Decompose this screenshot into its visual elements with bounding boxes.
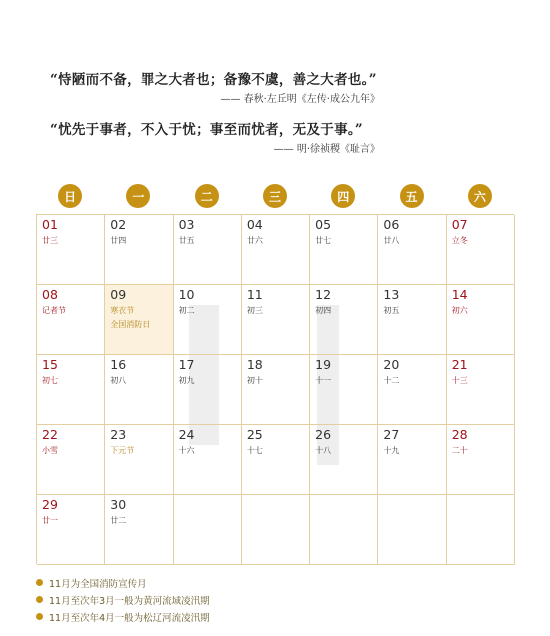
day-number: 13 [383, 287, 400, 302]
day-cell[interactable] [37, 285, 105, 355]
day-cell[interactable] [447, 215, 515, 285]
bullet-dot-icon [36, 596, 43, 603]
day-cell[interactable] [242, 215, 310, 285]
day-cell[interactable] [310, 285, 378, 355]
day-cell[interactable] [310, 425, 378, 495]
day-cell[interactable] [242, 425, 310, 495]
lunar-date: 十六 [178, 446, 195, 455]
day-number: 20 [383, 357, 400, 372]
weekday-4: 四 [331, 184, 355, 208]
day-number: 05 [315, 217, 332, 232]
day-number: 03 [178, 217, 195, 232]
day-number: 14 [451, 287, 468, 302]
day-number: 15 [42, 357, 58, 372]
lunar-date: 十七 [246, 446, 263, 455]
day-cell[interactable] [447, 495, 515, 565]
day-cell[interactable] [310, 355, 378, 425]
lunar-date: 初三 [246, 306, 263, 315]
lunar-date: 初十 [246, 376, 263, 385]
lunar-date: 初七 [42, 376, 58, 385]
note-text: 11月至次年4月一般为松辽河流凌汛期 [49, 612, 210, 624]
day-cell[interactable] [310, 495, 378, 565]
quote-source: —— 春秋·左丘明《左传·成公九年》 [220, 94, 380, 105]
day-number: 04 [246, 217, 263, 232]
lunar-date: 寒衣节 [110, 306, 135, 315]
day-number: 26 [315, 427, 332, 442]
lunar-date: 十九 [383, 446, 400, 455]
day-number: 18 [246, 357, 263, 372]
lunar-date: 初二 [178, 306, 195, 315]
day-number: 08 [42, 287, 58, 302]
lunar-date: 初九 [178, 376, 195, 385]
lunar-date: 记者节 [42, 306, 66, 315]
day-number: 28 [451, 427, 468, 442]
lunar-date: 初八 [110, 376, 127, 385]
day-number: 24 [178, 427, 195, 442]
day-number: 27 [383, 427, 400, 442]
day-cell[interactable] [105, 425, 173, 495]
note-text: 11月为全国消防宣传月 [49, 578, 147, 590]
day-cell[interactable] [447, 425, 515, 495]
lunar-date: 小雪 [42, 446, 58, 455]
lunar-date: 廿八 [383, 236, 400, 245]
day-cell[interactable] [378, 425, 446, 495]
weekday-6: 六 [468, 184, 492, 208]
lunar-date: 廿二 [110, 516, 127, 525]
day-cell[interactable] [447, 355, 515, 425]
day-cell[interactable] [37, 425, 105, 495]
day-cell[interactable] [37, 495, 105, 565]
day-cell[interactable] [242, 285, 310, 355]
quote-source: —— 明·徐祯稷《耻言》 [273, 144, 380, 155]
lunar-date: 初四 [315, 306, 332, 315]
note-item [36, 591, 210, 608]
weekday-0: 日 [58, 184, 82, 208]
weekday-2: 二 [195, 184, 219, 208]
day-number: 25 [246, 427, 263, 442]
day-cell[interactable] [242, 355, 310, 425]
day-cell[interactable] [37, 355, 105, 425]
day-cell[interactable] [105, 285, 173, 355]
quote-1 [50, 68, 380, 105]
day-number: 29 [42, 497, 58, 512]
day-cell[interactable] [378, 495, 446, 565]
day-cell[interactable] [174, 285, 242, 355]
day-cell[interactable] [174, 425, 242, 495]
weekday-header [36, 184, 514, 208]
lunar-date: 十三 [451, 376, 468, 385]
day-number: 09 [110, 287, 127, 302]
day-cell[interactable] [174, 215, 242, 285]
day-number: 30 [110, 497, 127, 512]
day-cell[interactable] [447, 285, 515, 355]
day-number: 21 [451, 357, 468, 372]
bullet-dot-icon [36, 579, 43, 586]
day-number: 06 [383, 217, 400, 232]
note-item [36, 574, 210, 591]
day-number: 02 [110, 217, 127, 232]
day-number: 19 [315, 357, 332, 372]
day-number: 12 [315, 287, 332, 302]
lunar-date: 下元节 [110, 446, 135, 455]
day-number: 23 [110, 427, 127, 442]
day-number: 16 [110, 357, 127, 372]
lunar-date: 廿五 [178, 236, 195, 245]
lunar-date: 初五 [383, 306, 400, 315]
day-number: 01 [42, 217, 58, 232]
day-cell[interactable] [378, 355, 446, 425]
lunar-date: 二十 [451, 446, 468, 455]
lunar-date: 廿七 [315, 236, 332, 245]
bullet-dot-icon [36, 613, 43, 620]
lunar-date: 立冬 [451, 236, 468, 245]
lunar-date: 廿四 [110, 236, 127, 245]
day-number: 11 [246, 287, 263, 302]
day-cell[interactable] [378, 285, 446, 355]
day-number: 10 [178, 287, 195, 302]
day-cell[interactable] [310, 215, 378, 285]
day-number: 22 [42, 427, 58, 442]
day-cell[interactable] [378, 215, 446, 285]
weekday-5: 五 [400, 184, 424, 208]
day-cell[interactable] [37, 215, 105, 285]
note-text: 11月至次年3月一般为黄河流域凌汛期 [49, 595, 210, 607]
day-cell[interactable] [174, 495, 242, 565]
day-cell[interactable] [174, 355, 242, 425]
quote-2 [50, 118, 380, 155]
calendar-grid [36, 214, 514, 564]
day-cell[interactable] [105, 495, 173, 565]
day-cell[interactable] [242, 495, 310, 565]
weekday-1: 一 [126, 184, 150, 208]
lunar-date: 初六 [451, 306, 468, 315]
quote-text: “恃陋而不备，罪之大者也；备豫不虞，善之大者也。” [50, 72, 377, 88]
lunar-date: 十二 [383, 376, 400, 385]
day-cell[interactable] [105, 355, 173, 425]
lunar-date: 十八 [315, 446, 332, 455]
note-item [36, 608, 210, 625]
lunar-date: 廿六 [246, 236, 263, 245]
day-number: 17 [178, 357, 195, 372]
weekday-3: 三 [263, 184, 287, 208]
day-cell[interactable] [105, 215, 173, 285]
festival-label: 全国消防日 [110, 320, 151, 329]
quote-text: “忧先于事者，不入于忧；事至而忧者，无及于事。” [50, 122, 363, 138]
lunar-date: 十一 [315, 376, 332, 385]
lunar-date: 廿一 [42, 516, 58, 525]
day-number: 07 [451, 217, 468, 232]
lunar-date: 廿三 [42, 236, 58, 245]
notes-list [36, 574, 210, 625]
